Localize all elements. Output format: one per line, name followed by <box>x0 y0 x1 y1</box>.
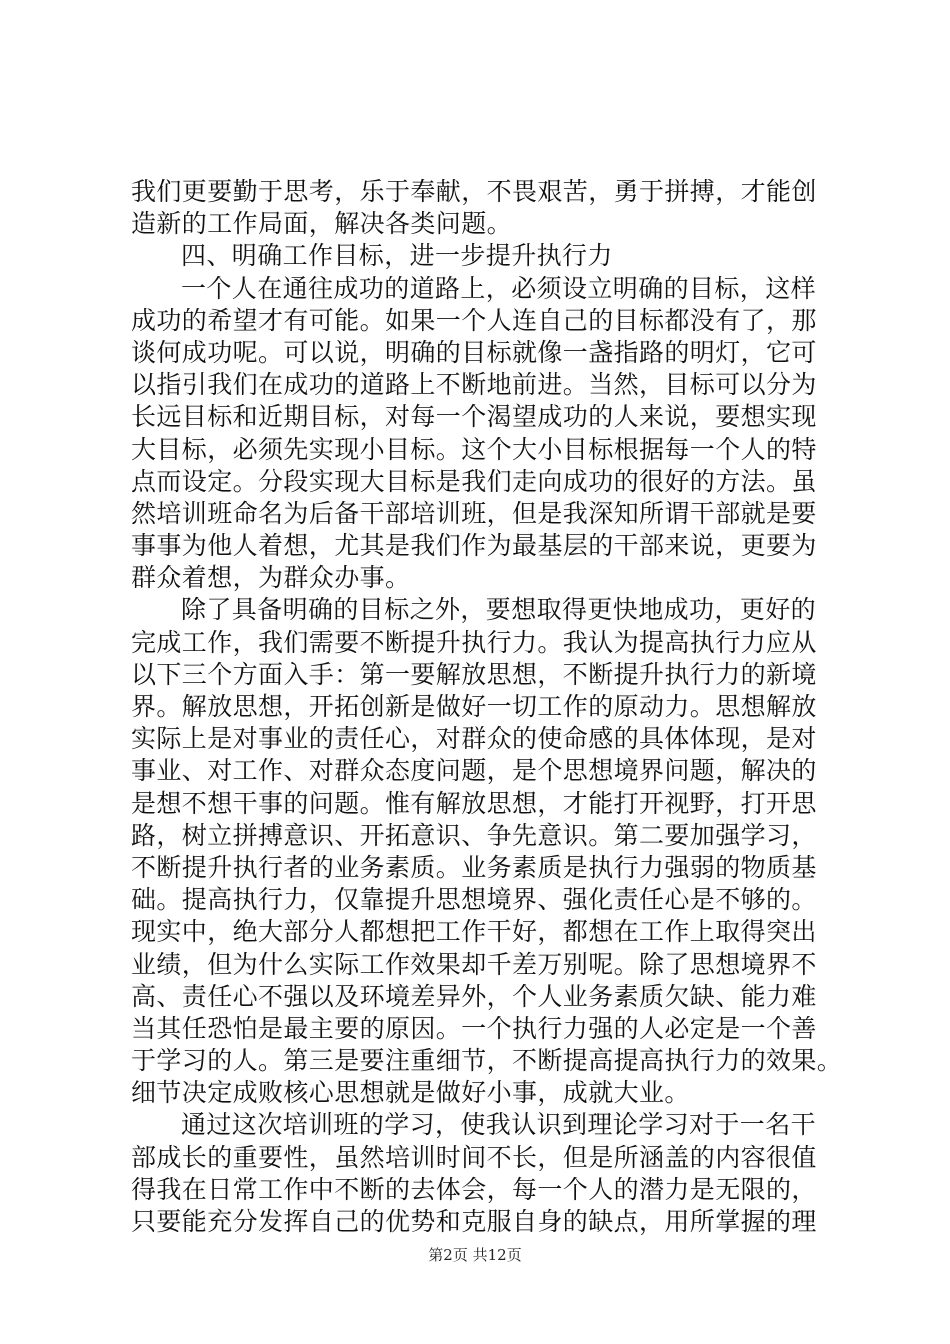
document-body <box>131 176 851 1238</box>
paragraph-start-line: 通过这次培训班的学习，使我认识到理论学习对于一名干 <box>181 1110 817 1140</box>
paragraph-start-line: 一个人在通往成功的道路上，必须设立明确的目标，这样 <box>181 273 817 303</box>
text-line: 以指引我们在成功的道路上不断地前进。当然，目标可以分为 <box>131 370 817 400</box>
text-line: 当其任恐怕是最主要的原因。一个执行力强的人必定是一个善 <box>131 1013 817 1043</box>
text-line: 大目标，必须先实现小目标。这个大小目标根据每一个人的特 <box>131 434 817 464</box>
text-line: 业绩，但为什么实际工作效果却千差万别呢。除了思想境界不 <box>131 949 817 979</box>
text-line: 于学习的人。第三是要注重细节，不断提高提高执行力的效果。 <box>131 1046 843 1076</box>
text-line: 然培训班命名为后备干部培训班，但是我深知所谓干部就是要 <box>131 498 817 528</box>
text-line: 事事为他人着想，尤其是我们作为最基层的干部来说，更要为 <box>131 531 817 561</box>
text-line: 路，树立拼搏意识、开拓意识、争先意识。第二要加强学习， <box>131 820 817 850</box>
text-line: 高、责任心不强以及环境差异外，个人业务素质欠缺、能力难 <box>131 981 817 1011</box>
text-line: 造新的工作局面，解决各类问题。 <box>131 209 513 239</box>
text-line: 事业、对工作、对群众态度问题，是个思想境界问题，解决的 <box>131 756 817 786</box>
text-line: 我们更要勤于思考，乐于奉献，不畏艰苦，勇于拼搏，才能创 <box>131 177 817 206</box>
text-line: 以下三个方面入手：第一要解放思想，不断提升执行力的新境 <box>131 659 817 689</box>
text-line: 点而设定。分段实现大目标是我们走向成功的很好的方法。虽 <box>131 466 817 496</box>
section-heading: 四、明确工作目标，进一步提升执行力 <box>181 241 613 271</box>
text-line: 是想不想干事的问题。惟有解放思想，才能打开视野，打开思 <box>131 788 817 818</box>
text-line: 不断提升执行者的业务素质。业务素质是执行力强弱的物质基 <box>131 852 817 882</box>
text-line: 群众着想，为群众办事。 <box>131 563 411 593</box>
text-line: 成功的希望才有可能。如果一个人连自己的目标都没有了，那 <box>131 305 817 335</box>
text-line: 实际上是对事业的责任心，对群众的使命感的具体体现，是对 <box>131 724 817 754</box>
text-line: 现实中，绝大部分人都想把工作干好，都想在工作上取得突出 <box>131 917 817 947</box>
text-line: 只要能充分发挥自己的优势和克服自身的缺点，用所掌握的理 <box>131 1207 817 1236</box>
text-line: 长远目标和近期目标，对每一个渴望成功的人来说，要想实现 <box>131 402 817 432</box>
page-number-footer: 第2页 共12页 <box>428 1246 522 1264</box>
text-line: 完成工作，我们需要不断提升执行力。我认为提高执行力应从 <box>131 627 817 657</box>
text-line: 部成长的重要性，虽然培训时间不长，但是所涵盖的内容很值 <box>131 1142 817 1172</box>
text-line: 细节决定成败核心思想就是做好小事，成就大业。 <box>131 1078 690 1108</box>
text-line: 界。解放思想，开拓创新是做好一切工作的原动力。思想解放 <box>131 692 817 721</box>
paragraph-start-line: 除了具备明确的目标之外，要想取得更快地成功，更好的 <box>181 595 817 625</box>
text-line: 谈何成功呢。可以说，明确的目标就像一盏指路的明灯，它可 <box>131 337 817 367</box>
text-line: 得我在日常工作中不断的去体会，每一个人的潜力是无限的， <box>131 1174 817 1204</box>
text-line: 础。提高执行力，仅靠提升思想境界、强化责任心是不够的。 <box>131 885 817 915</box>
